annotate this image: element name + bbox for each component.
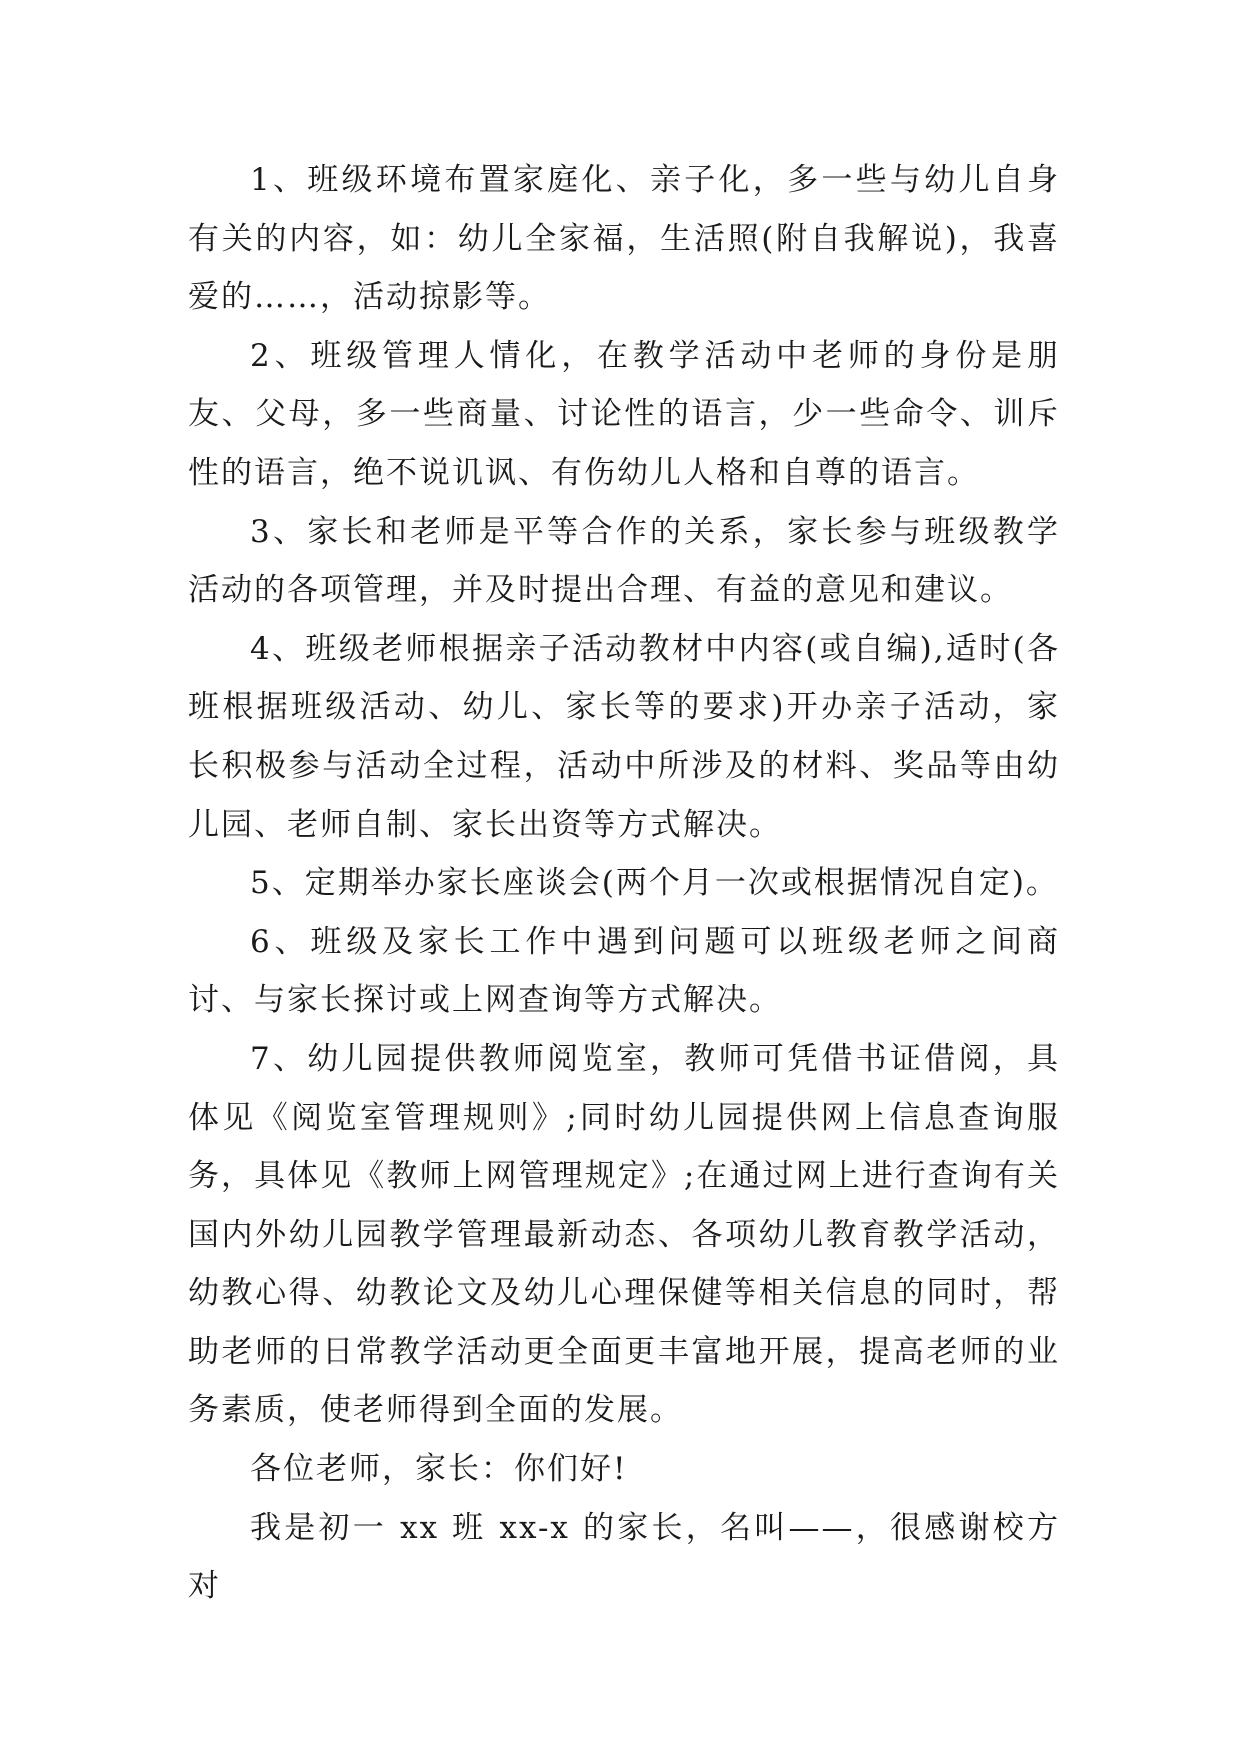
paragraph-item-6: 6、班级及家长工作中遇到问题可以班级老师之间商讨、与家长探讨或上网查询等方式解决。 bbox=[188, 923, 1060, 1019]
paragraph-item-4: 4、班级老师根据亲子活动教材中内容(或自编),适时(各班根据班级活动、幼儿、家长等的要求)开办亲子活动，家长积极参与活动全过程，活动中所涉及的材料、奖品等由幼儿园、老师自制、家长出资等方式解决。 bbox=[188, 630, 1060, 843]
intro-line: 我是初一 xx 班 xx-x 的家长，名叫——，很感谢校方对 bbox=[188, 1509, 1060, 1605]
paragraph-item-2: 2、班级管理人情化，在教学活动中老师的身份是朋友、父母，多一些商量、讨论性的语言，少一些命令、训斥性的语言，绝不说讥讽、有伤幼儿人格和自尊的语言。 bbox=[188, 337, 1060, 491]
paragraph-item-1: 1、班级环境布置家庭化、亲子化，多一些与幼儿自身有关的内容，如：幼儿全家福，生活照(附自我解说)，我喜爱的……，活动掠影等。 bbox=[188, 162, 1060, 316]
document-body bbox=[188, 151, 1060, 1616]
paragraph-item-5: 5、定期举办家长座谈会(两个月一次或根据情况自定)。 bbox=[250, 865, 1059, 902]
greeting-line: 各位老师，家长：你们好! bbox=[250, 1451, 628, 1488]
paragraph-item-3: 3、家长和老师是平等合作的关系，家长参与班级教学活动的各项管理，并及时提出合理、有益的意见和建议。 bbox=[188, 513, 1060, 609]
paragraph-item-7: 7、幼儿园提供教师阅览室，教师可凭借书证借阅，具体见《阅览室管理规则》;同时幼儿园提供网上信息查询服务，具体见《教师上网管理规定》;在通过网上进行查询有关国内外幼儿园教学管理最新动态、各项幼儿教育教学活动，幼教心得、幼教论文及幼儿心理保健等相关信息的同时，帮助老师的日常教学活动更全面更丰富地开展，提高老师的业务素质，使老师得到全面的发展。 bbox=[188, 1040, 1060, 1429]
